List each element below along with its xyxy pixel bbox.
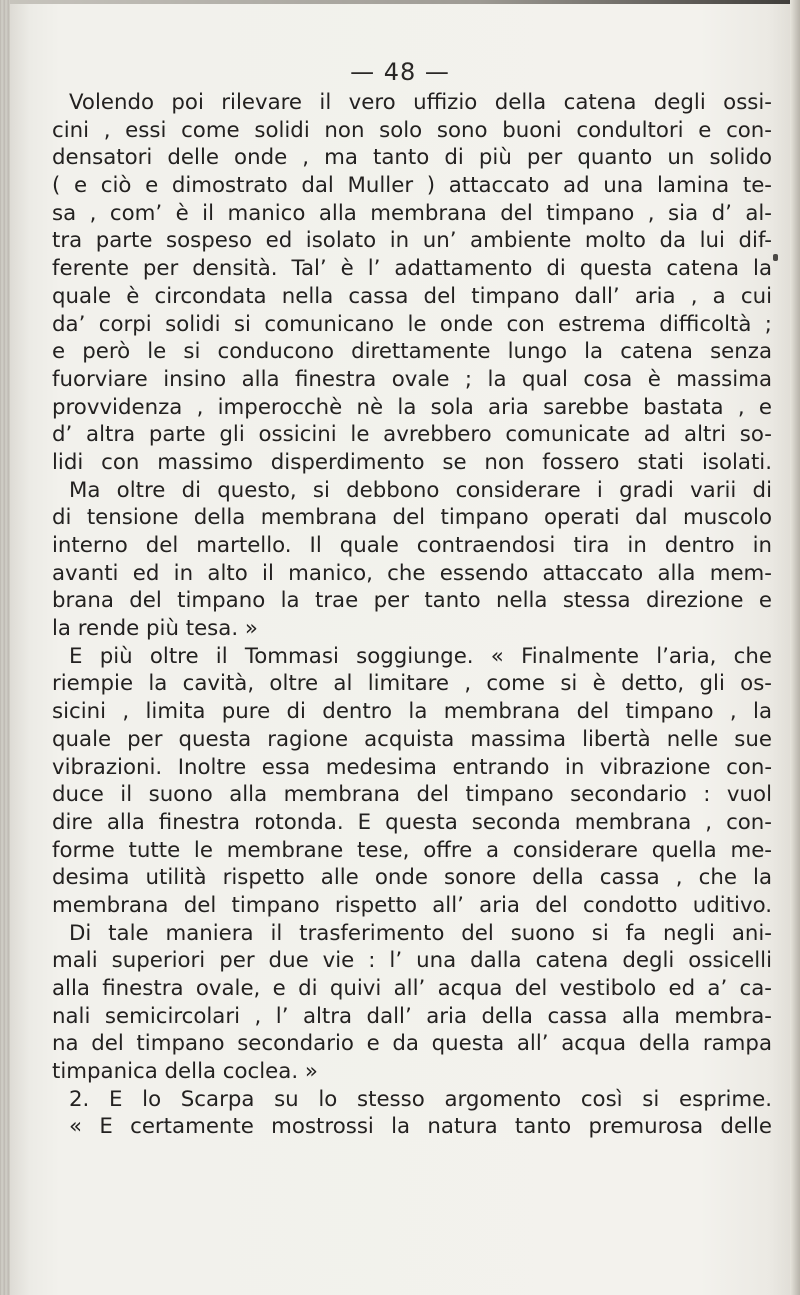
text-line: d’ altra parte gli ossicini le avrebbero comunicate ad altri so- [52,422,772,448]
text-line: vibrazioni. Inoltre essa medesima entrando in vibrazione con- [52,754,772,780]
text-line: di tensione della membrana del timpano operati dal muscolo [52,505,772,531]
text-line: provvidenza , imperocchè nè la sola aria sarebbe bastata , e [52,394,772,420]
text-line: sa , com’ è il manico alla membrana del timpano , sia d’ al- [52,200,772,226]
text-line: quale per questa ragione acquista massima libertà nelle sue [52,726,772,752]
margin-mark [773,254,778,261]
text-line: nali semicircolari , l’ altra dall’ aria della cassa alla membra- [52,1003,772,1029]
text-line: forme tutte le membrane tese, offre a considerare quella me- [52,837,772,863]
page-edge [790,0,800,1295]
text-line: dire alla finestra rotonda. E questa seconda membrana , con- [52,809,772,835]
text-line: 2. E lo Scarpa su lo stesso argomento così si esprime. [69,1086,772,1112]
text-line: la rende più tesa. » [52,616,258,642]
text-line: Di tale maniera il trasferimento del suono si fa negli ani- [69,920,772,946]
text-line: da’ corpi solidi si comunicano le onde con estrema difficoltà ; [52,311,772,337]
binding-edge [0,0,10,1295]
text-line: duce il suono alla membrana del timpano secondario : vuol [52,782,772,808]
text-line: avanti ed in alto il manico, che essendo attaccato alla mem- [52,560,772,586]
text-line: na del timpano secondario e da questa all’ acqua della rampa [52,1031,772,1057]
text-line: riempie la cavità, oltre al limitare , come si è detto, gli os- [52,671,772,697]
text-line: ferente per densità. Tal’ è l’ adattamento di questa catena la [52,256,772,282]
text-line: desima utilità rispetto alle onde sonore della cassa , che la [52,865,772,891]
text-line: alla finestra ovale, e di quivi all’ acqua del vestibolo ed a’ ca- [52,976,772,1001]
text-line: E più oltre il Tommasi soggiunge. « Finalmente l’aria, che [69,643,772,669]
text-line: sicini , limita pure di dentro la membrana del timpano , la [52,699,772,725]
text-line: interno del martello. Il quale contraendosi tira in dentro in [52,533,772,558]
text-line: quale è circondata nella cassa del timpano dall’ aria , a cui [52,283,772,309]
text-line: timpanica della coclea. » [52,1059,318,1085]
text-line: Volendo poi rilevare il vero uffizio della catena degli ossi- [69,90,772,115]
text-line: brana del timpano la trae per tanto nella stessa direzione e [52,588,772,614]
top-edge [0,0,800,4]
text-line: fuorviare insino alla finestra ovale ; la qual cosa è massima [52,366,772,392]
body-text [52,89,772,1141]
text-line: ( e ciò e dimostrato dal Muller ) attaccato ad una lamina te- [52,173,772,199]
text-line: densatori delle onde , ma tanto di più per quanto un solido [52,145,772,171]
text-line: « E certamente mostrossi la natura tanto premurosa delle [69,1114,772,1140]
text-line: Ma oltre di questo, si debbono considerare i gradi varii di [69,477,772,503]
text-line: tra parte sospeso ed isolato in un’ ambiente molto da lui dif- [52,228,772,254]
text-line: cini , essi come solidi non solo sono buoni condultori e con- [52,117,772,143]
text-line: mali superiori per due vie : l’ una dalla catena degli ossicelli [52,948,772,974]
text-line: lidi con massimo disperdimento se non fossero stati isolati. [52,449,772,475]
text-line: e però le si conducono direttamente lungo la catena senza [52,339,772,365]
text-line: membrana del timpano rispetto all’ aria del condotto uditivo. [52,892,772,918]
page-number: — 48 — [350,58,450,86]
